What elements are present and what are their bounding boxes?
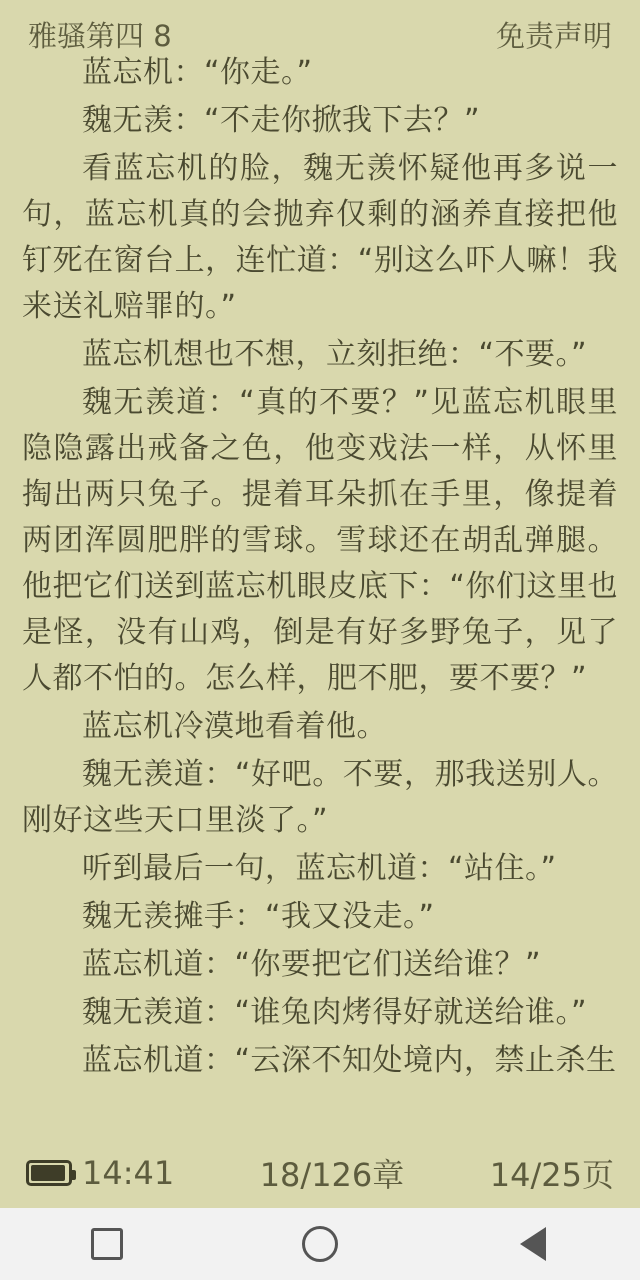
square-icon bbox=[91, 1228, 123, 1260]
reader-header bbox=[0, 0, 640, 56]
paragraph: 蓝忘机冷漠地看着他。 bbox=[82, 709, 387, 744]
android-navbar bbox=[0, 1208, 640, 1280]
battery-icon bbox=[26, 1160, 72, 1186]
back-button[interactable] bbox=[503, 1214, 563, 1274]
paragraph: 魏无羡道：“好吧。不要，那我送别人。刚好这些天口里淡了。” bbox=[22, 757, 618, 838]
clock-label: 14:41 bbox=[82, 1154, 175, 1192]
footer-status bbox=[26, 1154, 174, 1192]
reader-content[interactable] bbox=[0, 50, 640, 1146]
paragraph: 蓝忘机想也不想，立刻拒绝：“不要。” bbox=[82, 337, 588, 372]
paragraph: 蓝忘机：“你走。” bbox=[82, 55, 313, 90]
paragraph: 魏无羡摊手：“我又没走。” bbox=[82, 899, 435, 934]
chapter-progress: 18/126章 bbox=[259, 1156, 405, 1194]
disclaimer-label: 免责声明 bbox=[495, 19, 612, 53]
book-title: 雅骚第四 8 bbox=[28, 19, 172, 53]
triangle-back-icon bbox=[520, 1227, 546, 1261]
paragraph: 看蓝忘机的脸，魏无羡怀疑他再多说一句，蓝忘机真的会抛弃仅剩的涵养直接把他钉死在窗台上，连忙道：“别这么吓人嘛！我来送礼赔罪的。” bbox=[22, 151, 618, 324]
reader-footer bbox=[0, 1146, 640, 1208]
paragraph: 蓝忘机道：“你要把它们送给谁？” bbox=[82, 947, 542, 982]
home-button[interactable] bbox=[290, 1214, 350, 1274]
recents-button[interactable] bbox=[77, 1214, 137, 1274]
paragraph: 蓝忘机道：“云深不知处境内，禁止杀生 bbox=[82, 1043, 617, 1078]
paragraph: 魏无羡道：“真的不要？”见蓝忘机眼里隐隐露出戒备之色，他变戏法一样，从怀里掏出两只兔子。提着耳朵抓在手里，像提着两团浑圆肥胖的雪球。雪球还在胡乱弹腿。他把它们送到蓝忘机眼皮底下：“你们这里也是怪，没有山鸡，倒是有好多野兔子，见了人都不怕的。怎么样，肥不肥，要不要？” bbox=[22, 385, 618, 696]
paragraph: 听到最后一句，蓝忘机道：“站住。” bbox=[82, 851, 557, 886]
paragraph: 魏无羡：“不走你掀我下去？” bbox=[82, 103, 481, 138]
paragraph: 魏无羡道：“谁兔肉烤得好就送给谁。” bbox=[82, 995, 588, 1030]
circle-icon bbox=[302, 1226, 338, 1262]
page-progress: 14/25页 bbox=[489, 1156, 614, 1194]
